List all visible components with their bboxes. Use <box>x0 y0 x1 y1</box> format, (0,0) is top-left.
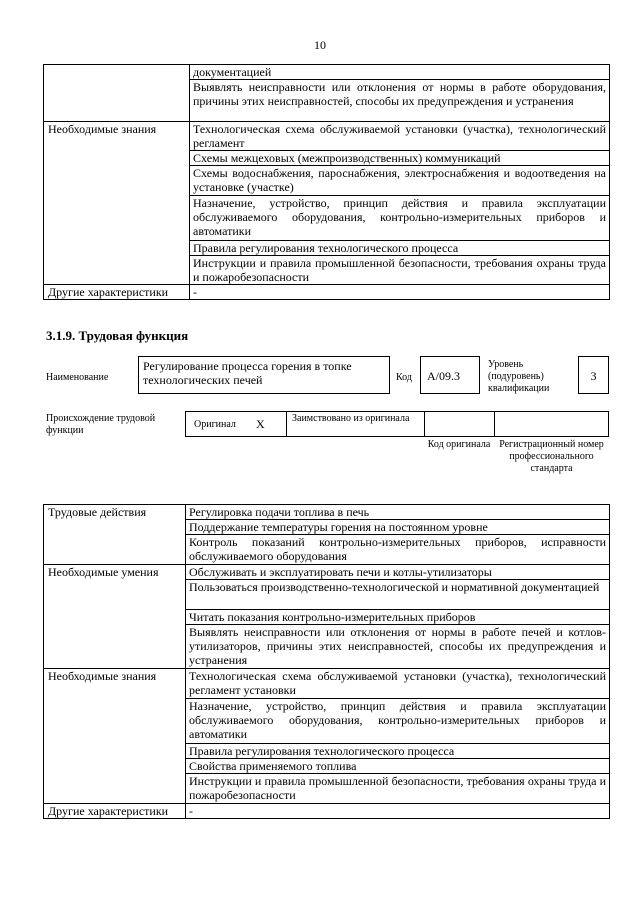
table-cell: Читать показания контрольно-измерительных приборов <box>186 610 610 625</box>
borrowed-label: Заимствовано из оригинала <box>292 413 410 424</box>
origin-divider <box>494 412 495 436</box>
level-label: Уровень (подуровень) квалификации <box>488 359 550 394</box>
level-box: 3 <box>578 356 609 394</box>
original-label: Оригинал <box>194 419 236 430</box>
table-cell: Технологическая схема обслуживаемой установки (участка), технологический регламент <box>190 122 610 151</box>
table-cell: Пользоваться производственно-технологической и нормативной документацией <box>186 580 610 610</box>
table-cell: Инструкции и правила промышленной безопасности, требования охраны труда и пожаробезопасности <box>186 774 610 804</box>
table-cell: Схемы водоснабжения, пароснабжения, электроснабжения и водоотведения на установке (участке) <box>190 166 610 196</box>
code-label: Код <box>396 372 412 383</box>
table-cell: Инструкции и правила промышленной безопасности, требования охраны труда и пожаробезопасности <box>190 256 610 285</box>
table-row-label <box>44 65 190 122</box>
origin-divider <box>424 412 425 436</box>
table-knowledge-continued <box>43 64 610 300</box>
table-cell: Выявлять неисправности или отклонения от нормы в работе печей и котлов-утилизаторов, причины этих неисправностей, способы их предупреждения и устранения <box>186 625 610 669</box>
table-cell: Правила регулирования технологического процесса <box>190 241 610 256</box>
table-cell: Технологическая схема обслуживаемой установки (участка), технологический регламент установки <box>186 669 610 699</box>
table-row-label: Необходимые знания <box>44 669 186 804</box>
function-name-box: Регулирование процесса горения в топке технологических печей <box>138 356 390 394</box>
table-cell: Выявлять неисправности или отклонения от нормы в работе оборудования, причины этих неисправностей, способы их предупреждения и устранения <box>190 80 610 122</box>
table-cell: - <box>186 804 610 819</box>
original-mark: X <box>256 417 265 431</box>
table-row-label: Трудовые действия <box>44 505 186 565</box>
page-number: 10 <box>314 38 326 52</box>
registration-caption: Регистрационный номер профессионального стандарта <box>499 439 604 474</box>
table-cell: Свойства применяемого топлива <box>186 759 610 774</box>
table-cell: Схемы межцеховых (межпроизводственных) коммуникаций <box>190 151 610 166</box>
origin-row <box>185 411 609 437</box>
origin-label: Происхождение трудовой функции <box>46 413 156 436</box>
table-cell: Контроль показаний контрольно-измерительных приборов, исправности обслуживаемого оборудования <box>186 535 610 565</box>
table-cell: Регулировка подачи топлива в печь <box>186 505 610 520</box>
table-cell: Назначение, устройство, принцип действия и правила эксплуатации обслуживаемого оборудования, контрольно-измерительных приборов и автоматики <box>186 699 610 744</box>
table-row-label: Необходимые знания <box>44 122 190 285</box>
table-cell: Обслуживать и эксплуатировать печи и котлы-утилизаторы <box>186 565 610 580</box>
table-cell: Правила регулирования технологического процесса <box>186 744 610 759</box>
name-label: Наименование <box>46 372 109 383</box>
code-caption: Код оригинала <box>427 439 491 450</box>
table-cell: - <box>190 285 610 300</box>
origin-divider <box>286 412 287 436</box>
table-row-label: Необходимые умения <box>44 565 186 669</box>
table-cell: документацией <box>190 65 610 80</box>
table-cell: Назначение, устройство, принцип действия и правила эксплуатации обслуживаемого оборудования, контрольно-измерительных приборов и автоматики <box>190 196 610 241</box>
table-labor-function <box>43 504 610 819</box>
code-box: А/09.3 <box>420 356 480 394</box>
section-heading: 3.1.9. Трудовая функция <box>46 328 189 343</box>
table-row-label: Другие характеристики <box>44 285 190 300</box>
table-cell: Поддержание температуры горения на постоянном уровне <box>186 520 610 535</box>
table-row-label: Другие характеристики <box>44 804 186 819</box>
